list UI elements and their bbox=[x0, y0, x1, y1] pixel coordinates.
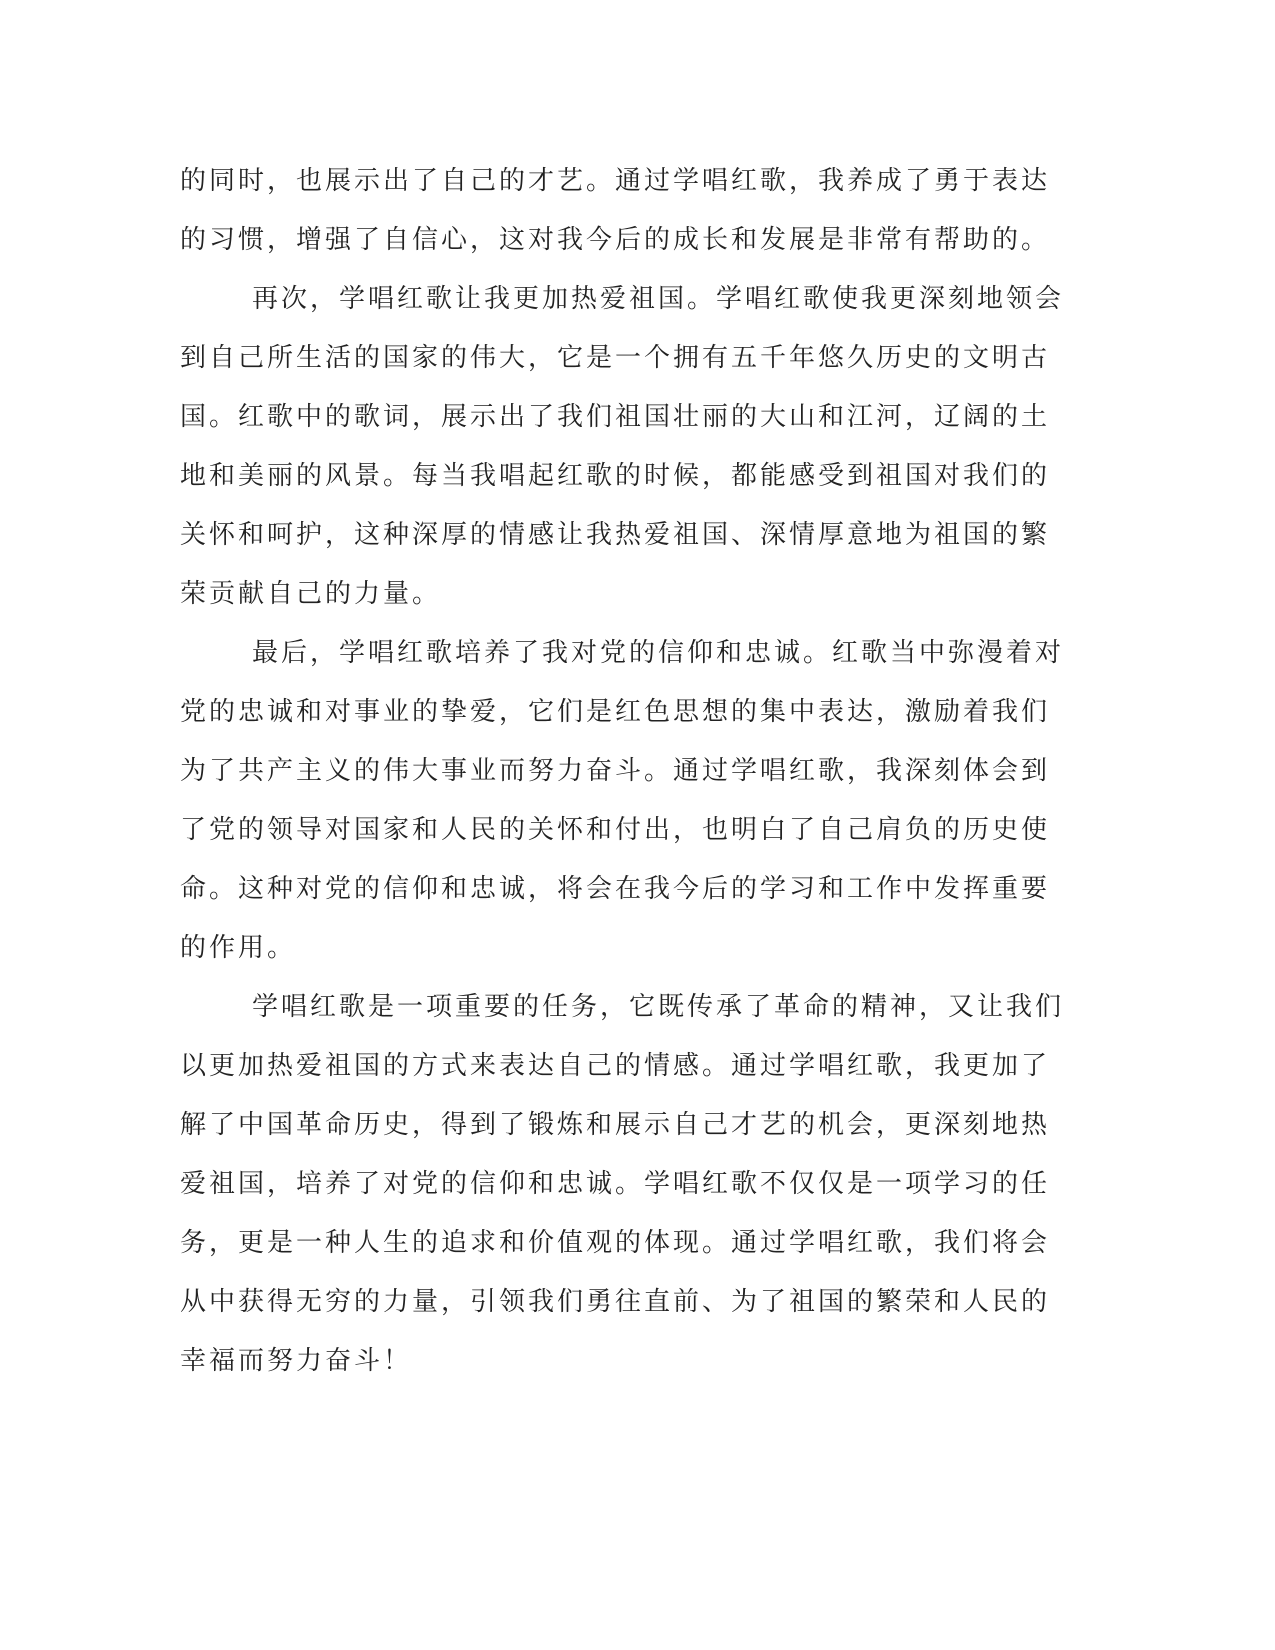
text-line: 了党的领导对国家和人民的关怀和付出，也明白了自己肩负的历史使 bbox=[180, 815, 1051, 845]
text-line: 幸福而努力奋斗！ bbox=[180, 1346, 413, 1376]
text-line: 以更加热爱祖国的方式来表达自己的情感。通过学唱红歌，我更加了 bbox=[180, 1051, 1051, 1081]
text-line: 爱祖国，培养了对党的信仰和忠诚。学唱红歌不仅仅是一项学习的任 bbox=[180, 1169, 1051, 1199]
paragraph-start-line: 学唱红歌是一项重要的任务，它既传承了革命的精神，又让我们 bbox=[252, 992, 1065, 1022]
text-line: 到自己所生活的国家的伟大，它是一个拥有五千年悠久历史的文明古 bbox=[180, 343, 1051, 373]
text-line: 荣贡献自己的力量。 bbox=[180, 579, 442, 609]
text-line: 党的忠诚和对事业的挚爱，它们是红色思想的集中表达，激励着我们 bbox=[180, 697, 1051, 727]
paragraph-start-line: 最后，学唱红歌培养了我对党的信仰和忠诚。红歌当中弥漫着对 bbox=[252, 638, 1065, 668]
paragraph-start-line: 再次，学唱红歌让我更加热爱祖国。学唱红歌使我更深刻地领会 bbox=[252, 284, 1065, 314]
text-line: 关怀和呵护，这种深厚的情感让我热爱祖国、深情厚意地为祖国的繁 bbox=[180, 520, 1051, 550]
text-line: 解了中国革命历史，得到了锻炼和展示自己才艺的机会，更深刻地热 bbox=[180, 1110, 1051, 1140]
text-line: 的同时，也展示出了自己的才艺。通过学唱红歌，我养成了勇于表达 bbox=[180, 166, 1051, 196]
text-line: 国。红歌中的歌词，展示出了我们祖国壮丽的大山和江河，辽阔的土 bbox=[180, 402, 1051, 432]
text-line: 命。这种对党的信仰和忠诚，将会在我今后的学习和工作中发挥重要 bbox=[180, 874, 1051, 904]
text-line: 务，更是一种人生的追求和价值观的体现。通过学唱红歌，我们将会 bbox=[180, 1228, 1051, 1258]
text-line: 的作用。 bbox=[180, 933, 297, 963]
document-body bbox=[180, 152, 1065, 1391]
text-line: 从中获得无穷的力量，引领我们勇往直前、为了祖国的繁荣和人民的 bbox=[180, 1287, 1051, 1317]
text-line: 地和美丽的风景。每当我唱起红歌的时候，都能感受到祖国对我们的 bbox=[180, 461, 1051, 491]
text-line: 的习惯，增强了自信心，这对我今后的成长和发展是非常有帮助的。 bbox=[180, 225, 1051, 255]
text-line: 为了共产主义的伟大事业而努力奋斗。通过学唱红歌，我深刻体会到 bbox=[180, 756, 1051, 786]
